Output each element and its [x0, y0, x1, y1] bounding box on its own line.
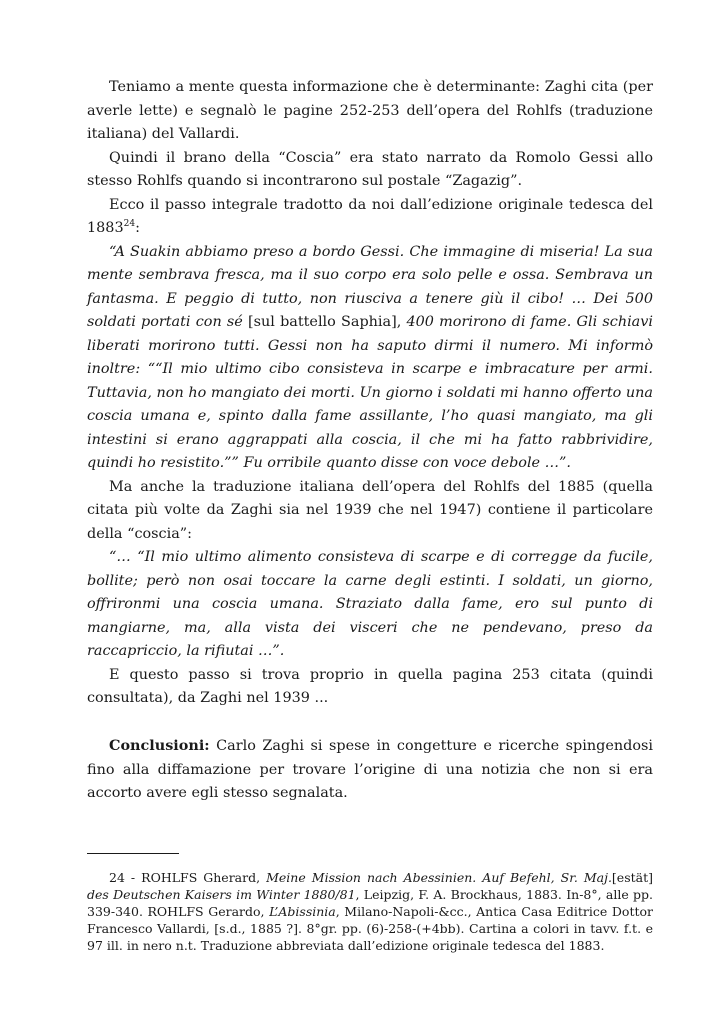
paragraph [87, 476, 653, 547]
quotation-text: “A Suakin abbiamo preso a bordo Gessi. Che immagine di miseria! La sua mente sembrava fresca, ma il suo corpo era solo pelle e ossa. Sembrava un fantasma. E peggio di tutto, non riusciva a tenere giù il cibo! … Dei 500 soldati portati con sé [87, 243, 653, 330]
quotation-paragraph [87, 241, 653, 476]
footnote [87, 869, 653, 954]
paragraph-text: Ecco il passo integrale tradotto da noi dall’edizione originale tedesca del 1883 [87, 196, 653, 236]
footnote-segment: 24 - ROHLFS Gherard, [109, 870, 267, 885]
footnote-segment: , Milano-Napoli-&cc., Antica Casa Editrice Dottor Francesco Vallardi, [s.d., 1885 ?]. 8°gr. pp. (6)-258-(+4bb). Cartina a colori in tavv. f.t. e 97 ill. in nero n.t. Traduzione abbreviata dall’edizione originale tedesca del 1883. [87, 904, 653, 953]
footnote-text [87, 869, 653, 954]
footnote-reference[interactable]: 24 [123, 219, 136, 230]
quotation-text: “… “Il mio ultimo alimento consisteva di scarpe e di corregge da fucile, bollite; però non osai toccare la carne degli estinti. I soldati, un giorno, offrironmi una coscia umana. Straziato dalla fame, ero sul punto di mangiarne, ma, alla vista dei visceri che ne pendevano, preso da raccapriccio, la rifiutai …”. [87, 549, 653, 659]
paragraph [87, 664, 653, 711]
body-text [87, 76, 653, 806]
paragraph [87, 76, 653, 147]
paragraph [87, 147, 653, 194]
conclusion-paragraph [87, 734, 653, 806]
paragraph-text: : [135, 220, 140, 236]
paragraph-spacer [87, 711, 653, 735]
quotation-text: 400 morirono di fame. Gli schiavi liberati morirono tutti. Gessi non ha saputo dirmi il numero. Mi informò inoltre: ““Il mio ultimo cibo consisteva in scarpe e imbracature per armi. Tuttavia, non ho mangiato dei morti. Un giorno i soldati mi hanno offerto una coscia umana e, spinto dalla fame assillante, l’ho quasi mangiato, ma gli intestini si erano aggrappati alla coscia, il che mi ha fatto rabbrividire, quindi ho resistito.”” Fu orribile quanto disse con voce debole …”. [87, 314, 653, 471]
editorial-insertion: [sul battello Saphia], [242, 314, 407, 330]
footnote-segment: [estät] [611, 870, 653, 885]
footnote-segment: , Leipzig, F. A. Brockhaus, 1883. In-8°, alle pp. 339-340. ROHLFS Gerardo, [87, 887, 653, 919]
conclusion-heading: Conclusioni: [109, 737, 210, 754]
paragraph-text: Carlo Zaghi si spese in congetture e ricerche spingendosi fino alla diffamazione per trovare l’origine di una notizia che non si era accorto avere egli stesso segnalata. [87, 738, 653, 801]
paragraph-text: Ma anche la traduzione italiana dell’opera del Rohlfs del 1885 (quella citata più volte da Zaghi sia nel 1939 che nel 1947) contiene il particolare della “coscia”: [87, 478, 653, 542]
footnote-title: Meine Mission nach Abessinien. Auf Befehl, Sr. Maj. [266, 870, 612, 885]
paragraph-text: Quindi il brano della “Coscia” era stato narrato da Romolo Gessi allo stesso Rohlfs quando si incontrarono sul postale “Zagazig”. [87, 149, 653, 189]
footnote-title: des Deutschen Kaisers im Winter 1880/81 [87, 887, 356, 902]
paragraph [87, 194, 653, 241]
footnote-title: L’Abissinia [269, 904, 336, 919]
paragraph-text: Teniamo a mente questa informazione che è determinante: Zaghi cita (per averle lette) e segnalò le pagine 252-253 dell’opera del Rohlfs (traduzione italiana) del Vallardi. [87, 79, 653, 142]
paragraph-text: E questo passo si trova proprio in quella pagina 253 citata (quindi consultata), da Zaghi nel 1939 ... [87, 666, 653, 706]
footnote-separator [87, 853, 179, 854]
quotation-paragraph [87, 546, 653, 664]
